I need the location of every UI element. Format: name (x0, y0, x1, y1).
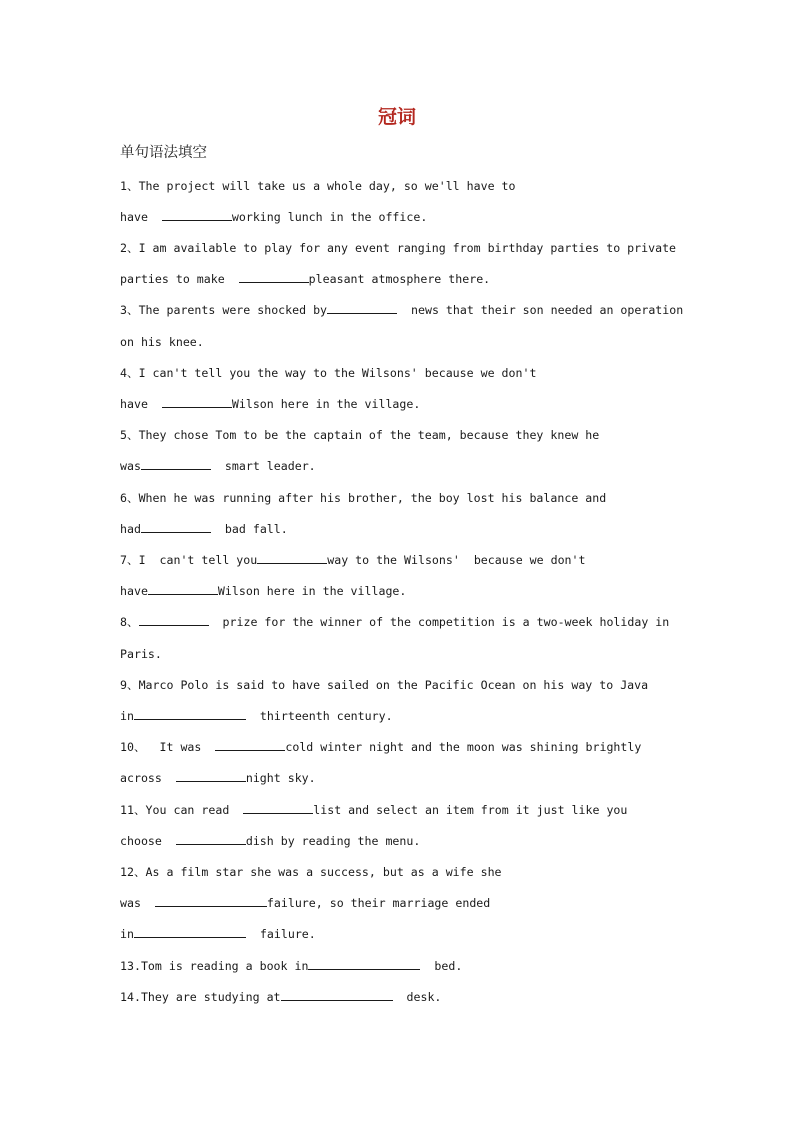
question-5-line-1 (120, 426, 690, 444)
answer-blank[interactable] (162, 208, 232, 221)
text: cold winter night and the moon was shining brightly (285, 740, 642, 754)
text: Paris. (120, 647, 162, 661)
question-7-line-1 (120, 551, 690, 569)
question-5-line-2 (120, 457, 690, 475)
text: have (120, 210, 162, 224)
text: 4、I can't tell you the way to the Wilsons' because we don't (120, 366, 537, 380)
answer-blank[interactable] (141, 457, 211, 470)
answer-blank[interactable] (162, 395, 232, 408)
text: bed. (420, 959, 463, 973)
text: dish by reading the menu. (245, 834, 421, 848)
text: 14.They are studying at (120, 990, 281, 1004)
question-2-line-1 (120, 239, 690, 257)
answer-blank[interactable] (155, 894, 267, 907)
question-14-line-1 (120, 988, 690, 1006)
text: 1、The project will take us a whole day, so we'll have to (120, 179, 516, 193)
text: 11、You can read (120, 803, 244, 817)
text: 5、They chose Tom to be the captain of the team, because they knew he (120, 428, 600, 442)
text: prize for the winner of the competition is a two-week holiday in (208, 615, 670, 629)
question-8-line-1 (120, 613, 690, 631)
question-3-line-2 (120, 333, 690, 351)
text: was (120, 896, 155, 910)
question-3-line-1 (120, 301, 690, 319)
text: bad fall. (210, 522, 288, 536)
text: way to the Wilsons' because we don't (327, 553, 586, 567)
question-9-line-1 (120, 676, 690, 694)
section-heading: 单句语法填空 (120, 145, 207, 161)
answer-blank[interactable] (134, 707, 246, 720)
question-4-line-1 (120, 364, 690, 382)
text: Wilson here in the village. (217, 584, 407, 598)
question-10-line-1 (120, 738, 690, 756)
question-11-line-2 (120, 832, 690, 850)
answer-blank[interactable] (257, 551, 327, 564)
question-12-line-2 (120, 894, 690, 912)
answer-blank[interactable] (215, 738, 285, 751)
answer-blank[interactable] (308, 957, 420, 970)
text: in (120, 709, 134, 723)
answer-blank[interactable] (176, 769, 246, 782)
question-6-line-1 (120, 489, 690, 507)
question-7-line-2 (120, 582, 690, 600)
question-6-line-2 (120, 520, 690, 538)
text: across (120, 771, 176, 785)
question-11-line-1 (120, 801, 690, 819)
answer-blank[interactable] (148, 582, 218, 595)
text: list and select an item from it just like you (313, 803, 628, 817)
text: 2、I am available to play for any event ranging from birthday parties to private (120, 241, 677, 255)
text: was (120, 459, 141, 473)
text: Wilson here in the village. (231, 397, 421, 411)
answer-blank[interactable] (176, 832, 246, 845)
text: news that their son needed an operation (397, 303, 684, 317)
question-2-line-2 (120, 270, 690, 288)
text: 10、 It was (120, 740, 216, 754)
text: 9、Marco Polo is said to have sailed on the Pacific Ocean on his way to Java (120, 678, 649, 692)
page-title: 冠词 (377, 106, 416, 128)
question-9-line-2 (120, 707, 690, 725)
answer-blank[interactable] (243, 801, 313, 814)
text: desk. (392, 990, 442, 1004)
answer-blank[interactable] (239, 270, 309, 283)
text: failure. (245, 927, 316, 941)
text: have (120, 584, 148, 598)
text: working lunch in the office. (231, 210, 428, 224)
answer-blank[interactable] (139, 613, 209, 626)
answer-blank[interactable] (134, 925, 246, 938)
answer-blank[interactable] (141, 520, 211, 533)
question-10-line-2 (120, 769, 690, 787)
text: pleasant atmosphere there. (308, 272, 491, 286)
text: 8、 (120, 615, 139, 629)
question-8-line-2 (120, 645, 690, 663)
answer-blank[interactable] (327, 301, 397, 314)
text: choose (120, 834, 176, 848)
text: smart leader. (210, 459, 316, 473)
question-13-line-1 (120, 957, 690, 975)
text: on his knee. (120, 335, 204, 349)
text: in (120, 927, 134, 941)
text: have (120, 397, 162, 411)
text: 6、When he was running after his brother, the boy lost his balance and (120, 491, 607, 505)
question-1-line-2 (120, 208, 690, 226)
question-1-line-1 (120, 177, 690, 195)
text: failure, so their marriage ended (266, 896, 491, 910)
text: parties to make (120, 272, 239, 286)
text: 12、As a film star she was a success, but as a wife she (120, 865, 502, 879)
question-4-line-2 (120, 395, 690, 413)
question-12-line-1 (120, 863, 690, 881)
text: 13.Tom is reading a book in (120, 959, 309, 973)
text: thirteenth century. (245, 709, 393, 723)
text: had (120, 522, 141, 536)
text: 3、The parents were shocked by (120, 303, 328, 317)
text: night sky. (245, 771, 316, 785)
text: 7、I can't tell you (120, 553, 258, 567)
answer-blank[interactable] (281, 988, 393, 1001)
question-12-line-3 (120, 925, 690, 943)
